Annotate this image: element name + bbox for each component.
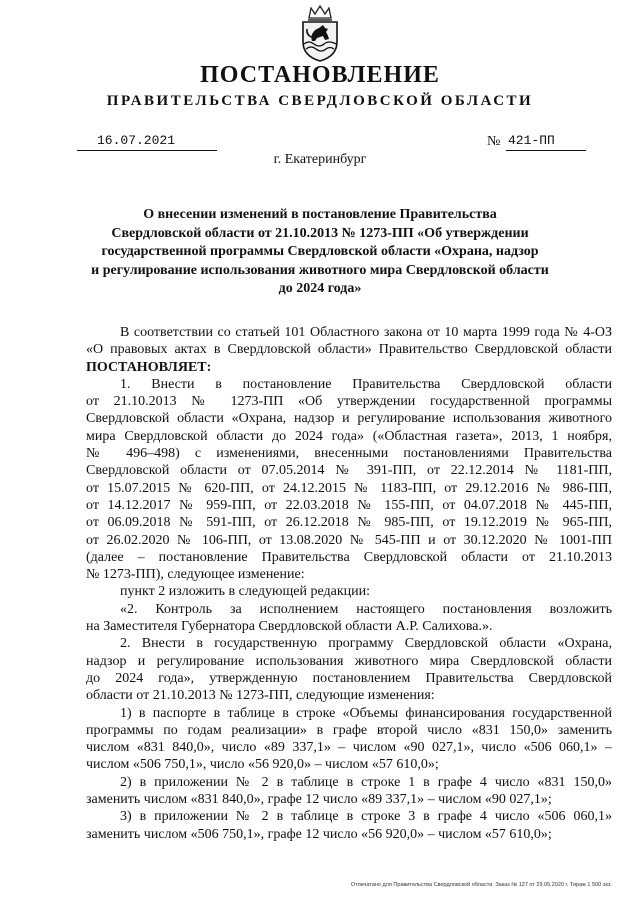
number-label: №: [487, 134, 501, 149]
body-line: от 14.12.2017 № 959-ПП, от 22.03.2018 № 155-ПП, от 04.07.2018 № 445-ПП,: [86, 497, 612, 513]
body-line: числом «831 840,0», число «89 337,1» – числом «90 027,1», число «506 060,1» –: [86, 740, 612, 756]
body-line: В соответствии со статьей 101 Областного закона от 10 марта 1999 года № 4-ОЗ: [120, 325, 612, 340]
body-line: «О правовых актах в Свердловской области» Правительство Свердловской области: [86, 342, 612, 358]
body-line: от 06.09.2018 № 591-ПП, от 26.12.2018 № 985-ПП, от 19.12.2019 № 965-ПП,: [86, 515, 612, 531]
document-body: [86, 324, 612, 843]
body-line: заменить числом «506 750,1», графе 12 число «56 920,0» – числом «57 610,0»;: [86, 826, 552, 842]
body-line: программы по годам реализации» в графе второй число «831 150,0» заменить: [86, 722, 612, 738]
body-line: 3) в приложении № 2 в таблице в строке 3 в графе 4 число «506 060,1»: [120, 809, 612, 825]
body-line: пункт 2 изложить в следующей редакции:: [120, 584, 370, 600]
coat-of-arms-icon: [295, 4, 345, 62]
document-date: 16.07.2021: [77, 133, 217, 151]
heading-line: и регулирование использования животного мира Свердловской области: [91, 262, 549, 278]
body-line: Свердловской области от 07.05.2014 № 391-ПП, от 22.12.2014 № 1181-ПП,: [86, 463, 612, 479]
heading-line: Свердловской области от 21.10.2013 № 1273-ПП «Об утверждении: [111, 225, 529, 241]
heading-line: О внесении изменений в постановление Правительства: [143, 207, 497, 222]
body-line: надзор и регулирование использования животного мира Свердловской области: [86, 653, 612, 669]
body-line: (далее – постановление Правительства Свердловской области от 21.10.2013: [86, 549, 612, 565]
document-heading: [90, 206, 550, 299]
document-title: ПОСТАНОВЛЕНИЕ: [200, 62, 440, 88]
body-line: № 1273-ПП), следующее изменение:: [86, 567, 305, 583]
body-line: Свердловской области «Охрана, надзор и регулирование использования животного: [86, 411, 612, 427]
heading-line: до 2024 года»: [278, 281, 362, 296]
body-line: «2. Контроль за исполнением настоящего постановления возложить: [120, 601, 612, 617]
document-number: 421-ПП: [506, 133, 586, 151]
body-line: числом «506 750,1», число «56 920,0» – числом «57 610,0»;: [86, 757, 439, 773]
print-footer: Отпечатано для Правительства Свердловской области. Заказ № 127 от 29.05.2020 г. Тираж 1 500 экз.: [350, 882, 612, 888]
body-line: от 15.07.2015 № 620-ПП, от 24.12.2015 № 1183-ПП, от 29.12.2016 № 986-ПП,: [86, 480, 612, 496]
body-line: ПОСТАНОВЛЯЕТ:: [86, 359, 212, 375]
body-line: 2) в приложении № 2 в таблице в строке 1 в графе 4 число «831 150,0»: [120, 774, 612, 790]
issuing-authority: ПРАВИТЕЛЬСТВА СВЕРДЛОВСКОЙ ОБЛАСТИ: [106, 93, 534, 109]
body-line: заменить числом «831 840,0», графе 12 число «89 337,1» – числом «90 027,1»;: [86, 792, 552, 808]
body-line: от 21.10.2013 № 1273-ПП «Об утверждении государственной программы: [86, 394, 612, 410]
body-line: 1. Внести в постановление Правительства Свердловской области: [120, 376, 612, 392]
body-line: до 2024 года», утвержденную постановлением Правительства Свердловской: [86, 670, 612, 686]
city: г. Екатеринбург: [273, 152, 367, 167]
body-line: от 26.02.2020 № 106-ПП, от 13.08.2020 № 545-ПП и от 30.12.2020 № 1001-ПП: [86, 532, 612, 548]
body-line: области от 21.10.2013 № 1273-ПП, следующие изменения:: [86, 688, 435, 704]
body-line: 1) в паспорте в таблице в строке «Объемы финансирования государственной: [120, 705, 612, 721]
body-line: 2. Внести в государственную программу Свердловской области «Охрана,: [120, 636, 612, 652]
body-line: мира Свердловской области до 2024 года» («Областная газета», 2013, 1 ноября,: [86, 428, 612, 444]
heading-line: государственной программы Свердловской области «Охрана, надзор: [101, 244, 539, 259]
body-line: на Заместителя Губернатора Свердловской области А.Р. Салихова.».: [86, 619, 493, 635]
body-line: № 496–498) с изменениями, внесенными постановлениями Правительства: [86, 446, 612, 462]
